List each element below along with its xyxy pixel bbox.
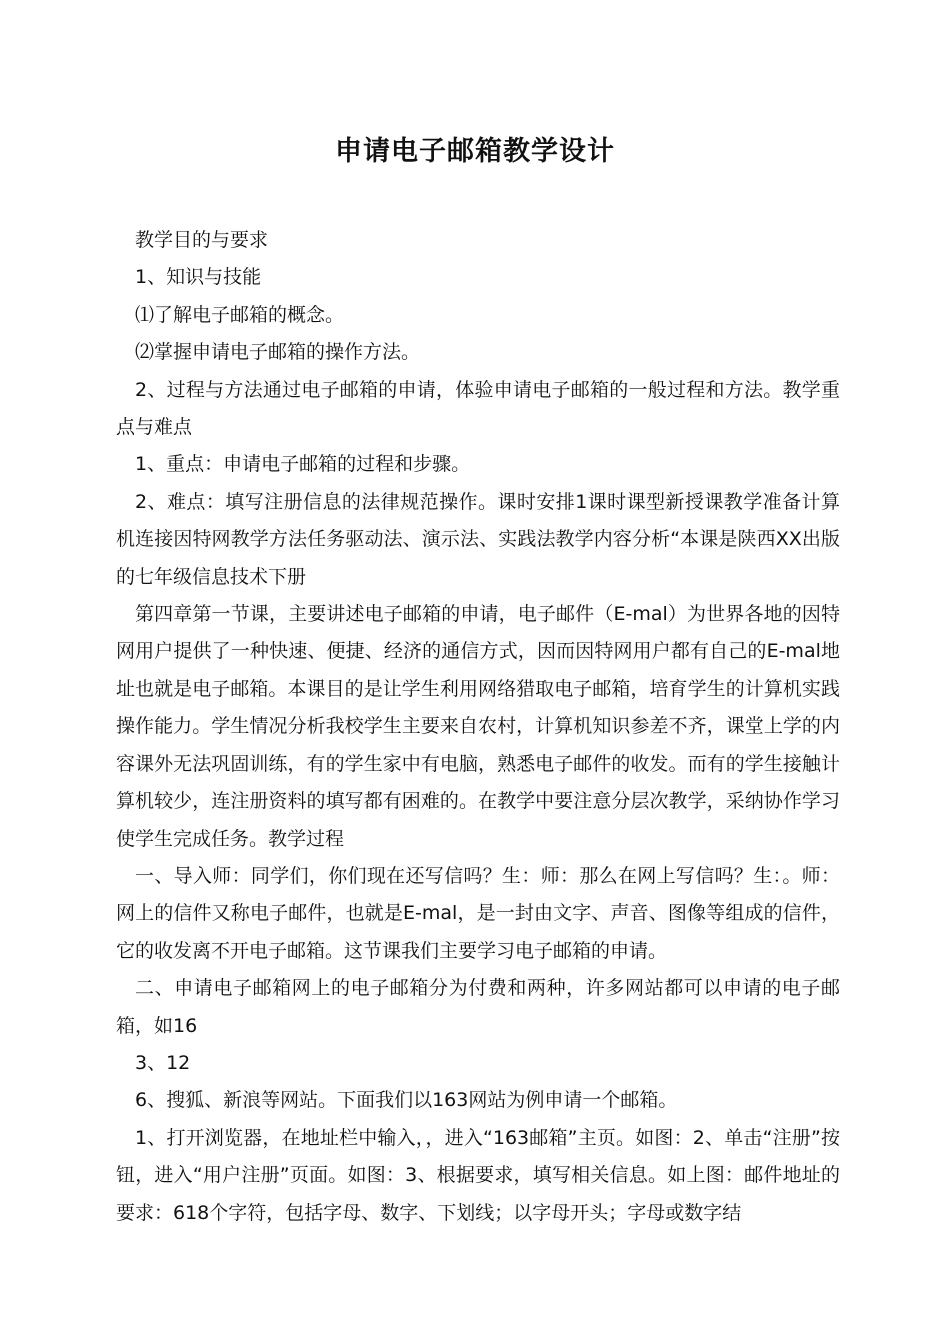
paragraph: ⑵掌握申请电子邮箱的操作方法。 [135,341,421,364]
paragraph: 1、打开浏览器，在地址栏中输入，，进入“163邮箱”主页。如图：2、单击“注册”按钮，进入“用户注册”页面。如图：3、根据要求，填写相关信息。如上图：邮件地址的要求：618个字符，包括字母、数字、下划线；以字母开头；字母或数字结 [116,1126,840,1224]
document-body [116,222,840,1232]
paragraph: 3、12 [135,1051,191,1074]
paragraph: 1、知识与技能 [135,266,262,289]
paragraph: 6、搜狐、新浪等网站。下面我们以163网站为例申请一个邮箱。 [135,1089,678,1112]
paragraph: 第四章第一节课，主要讲述电子邮箱的申请，电子邮件（E-mal）为世界各地的因特网用户提供了一种快速、便捷、经济的通信方式，因而因特网用户都有自己的E-mal地址也就是电子邮箱。本课目的是让学生利用网络猎取电子邮箱，培育学生的计算机实践操作能力。学生情况分析我校学生主要来自农村，计算机知识参差不齐，课堂上学的内容课外无法巩固训练，有的学生家中有电脑，熟悉电子邮件的收发。而有的学生接触计算机较少，连注册资料的填写都有困难的。在教学中要注意分层次教学，采纳协作学习使学生完成任务。教学过程 [116,603,840,850]
paragraph: 二、申请电子邮箱网上的电子邮箱分为付费和两种，许多网站都可以申请的电子邮箱，如16 [116,977,840,1037]
paragraph: 2、过程与方法通过电子邮箱的申请，体验申请电子邮箱的一般过程和方法。教学重点与难点 [116,378,840,439]
paragraph: 1、重点：申请电子邮箱的过程和步骤。 [135,453,471,476]
paragraph: ⑴了解电子邮箱的概念。 [135,303,345,326]
paragraph: 教学目的与要求 [135,229,269,251]
paragraph: 一、导入师：同学们，你们现在还写信吗？生：师：那么在网上写信吗？生：。师：网上的信件又称电子邮件，也就是E-mal，是一封由文字、声音、图像等组成的信件，它的收发离不开电子邮箱。这节课我们主要学习电子邮箱的申请。 [116,864,840,962]
paragraph: 2、难点：填写注册信息的法律规范操作。课时安排1课时课型新授课教学准备计算机连接因特网教学方法任务驱动法、演示法、实践法教学内容分析“本课是陕西XX出版的七年级信息技术下册 [116,490,840,588]
document-title: 申请电子邮箱教学设计 [335,136,615,167]
